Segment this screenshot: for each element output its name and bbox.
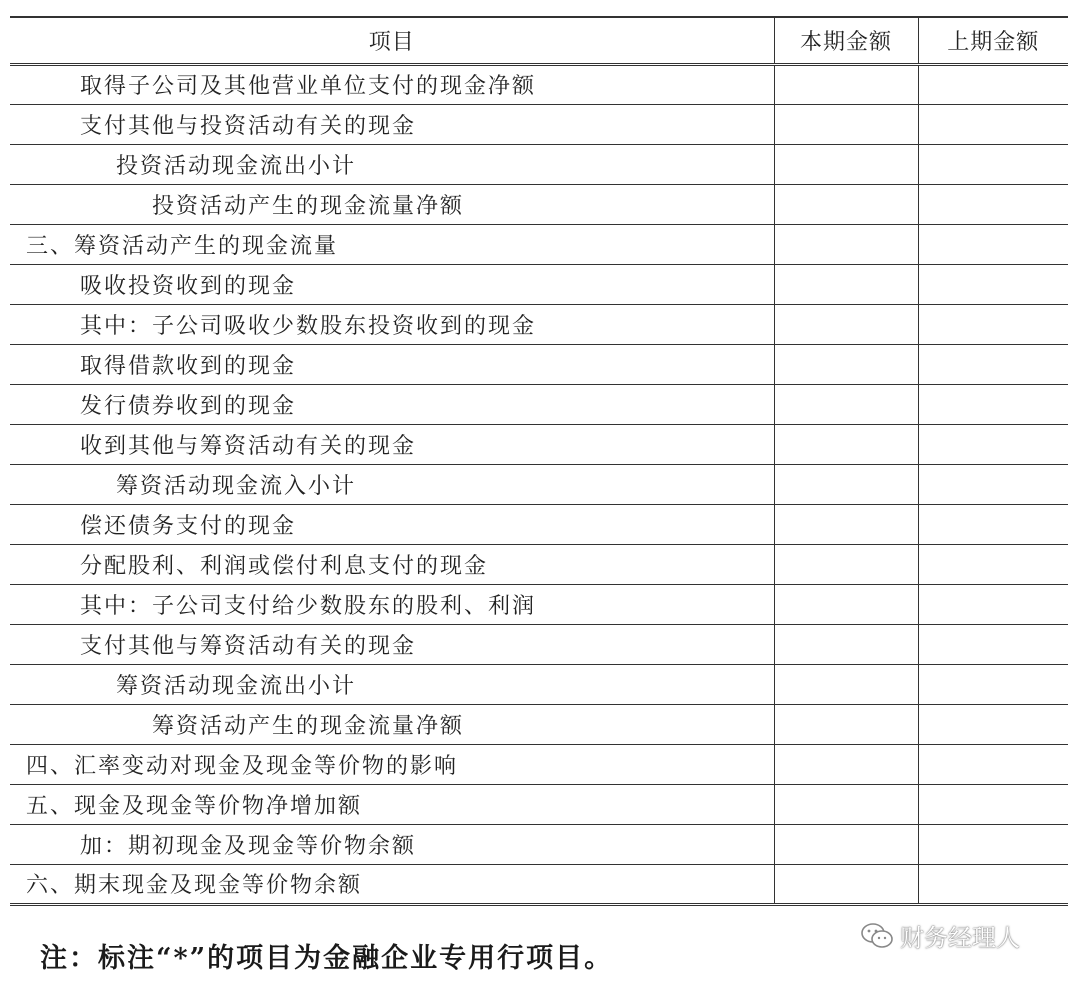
watermark-text: 财务经理人	[900, 924, 1020, 952]
row-item-label	[10, 104, 774, 144]
row-previous-amount	[918, 624, 1068, 664]
table-row	[10, 824, 1068, 864]
row-current-amount	[774, 424, 918, 464]
row-previous-amount	[918, 504, 1068, 544]
row-item-label	[10, 464, 774, 504]
row-item-label	[10, 784, 774, 824]
row-item-text: 分配股利、利润或偿付利息支付的现金	[80, 553, 489, 579]
header-previous-amount: 上期金额	[918, 18, 1068, 64]
row-item-label	[10, 224, 774, 264]
row-current-amount	[774, 664, 918, 704]
row-previous-amount	[918, 864, 1068, 904]
row-item-label	[10, 504, 774, 544]
table-row	[10, 64, 1068, 104]
row-previous-amount	[918, 384, 1068, 424]
row-current-amount	[774, 584, 918, 624]
table-row	[10, 224, 1068, 264]
row-current-amount	[774, 344, 918, 384]
row-item-text: 吸收投资收到的现金	[80, 273, 297, 299]
row-item-text: 发行债券收到的现金	[80, 393, 297, 419]
row-current-amount	[774, 384, 918, 424]
table-row	[10, 784, 1068, 824]
row-current-amount	[774, 64, 918, 104]
table-row	[10, 704, 1068, 744]
row-item-label	[10, 144, 774, 184]
header-current-amount: 本期金额	[774, 18, 918, 64]
table-row	[10, 384, 1068, 424]
row-item-text: 收到其他与筹资活动有关的现金	[80, 433, 417, 459]
table-row	[10, 144, 1068, 184]
row-previous-amount	[918, 584, 1068, 624]
row-current-amount	[774, 624, 918, 664]
table-row	[10, 424, 1068, 464]
header-item: 项目	[10, 18, 774, 64]
footnote: 注：标注“*”的项目为金融企业专用行项目。	[40, 943, 614, 974]
row-item-label	[10, 824, 774, 864]
row-previous-amount	[918, 144, 1068, 184]
row-item-label	[10, 184, 774, 224]
table-row	[10, 624, 1068, 664]
table-row	[10, 584, 1068, 624]
row-previous-amount	[918, 304, 1068, 344]
row-current-amount	[774, 824, 918, 864]
watermark	[860, 918, 1020, 953]
table-row	[10, 344, 1068, 384]
wechat-icon	[860, 922, 894, 950]
row-item-label	[10, 544, 774, 584]
row-current-amount	[774, 264, 918, 304]
row-item-text: 四、汇率变动对现金及现金等价物的影响	[26, 753, 459, 779]
row-previous-amount	[918, 344, 1068, 384]
row-current-amount	[774, 104, 918, 144]
row-item-label	[10, 584, 774, 624]
row-item-text: 其中：子公司吸收少数股东投资收到的现金	[80, 313, 537, 339]
table-row	[10, 744, 1068, 784]
table-row	[10, 664, 1068, 704]
row-current-amount	[774, 184, 918, 224]
row-item-text: 取得子公司及其他营业单位支付的现金净额	[80, 74, 537, 99]
row-item-text: 三、筹资活动产生的现金流量	[26, 233, 339, 259]
row-previous-amount	[918, 664, 1068, 704]
table-row	[10, 184, 1068, 224]
row-item-label	[10, 864, 774, 904]
row-current-amount	[774, 704, 918, 744]
row-current-amount	[774, 784, 918, 824]
table-row	[10, 304, 1068, 344]
row-current-amount	[774, 864, 918, 904]
row-current-amount	[774, 544, 918, 584]
row-previous-amount	[918, 264, 1068, 304]
row-item-text: 偿还债务支付的现金	[80, 513, 297, 539]
table-row	[10, 544, 1068, 584]
row-item-label	[10, 304, 774, 344]
cash-flow-statement	[10, 16, 1068, 906]
row-item-text: 取得借款收到的现金	[80, 353, 297, 379]
row-current-amount	[774, 464, 918, 504]
row-item-label	[10, 704, 774, 744]
row-previous-amount	[918, 464, 1068, 504]
row-item-label	[10, 664, 774, 704]
row-previous-amount	[918, 744, 1068, 784]
row-previous-amount	[918, 784, 1068, 824]
row-item-text: 支付其他与筹资活动有关的现金	[80, 633, 417, 659]
row-item-text: 五、现金及现金等价物净增加额	[26, 793, 363, 819]
row-item-text: 其中：子公司支付给少数股东的股利、利润	[80, 593, 537, 619]
row-item-label	[10, 344, 774, 384]
row-item-label	[10, 64, 774, 104]
row-previous-amount	[918, 104, 1068, 144]
row-current-amount	[774, 144, 918, 184]
row-current-amount	[774, 224, 918, 264]
row-previous-amount	[918, 704, 1068, 744]
cash-flow-table	[10, 18, 1068, 906]
row-item-text: 支付其他与投资活动有关的现金	[80, 113, 417, 139]
row-item-text: 投资活动产生的现金流量净额	[152, 193, 465, 219]
row-item-text: 加：期初现金及现金等价物余额	[80, 833, 417, 859]
row-item-label	[10, 424, 774, 464]
table-row	[10, 864, 1068, 904]
row-current-amount	[774, 504, 918, 544]
table-row	[10, 264, 1068, 304]
table-row	[10, 504, 1068, 544]
row-item-label	[10, 744, 774, 784]
row-previous-amount	[918, 424, 1068, 464]
row-previous-amount	[918, 824, 1068, 864]
row-item-label	[10, 264, 774, 304]
row-item-label	[10, 384, 774, 424]
row-item-label	[10, 624, 774, 664]
row-item-text: 六、期末现金及现金等价物余额	[26, 873, 363, 898]
row-current-amount	[774, 304, 918, 344]
row-item-text: 筹资活动现金流出小计	[116, 673, 357, 699]
row-item-text: 筹资活动产生的现金流量净额	[152, 713, 465, 739]
row-item-text: 筹资活动现金流入小计	[116, 473, 357, 499]
table-body	[10, 64, 1068, 904]
row-previous-amount	[918, 544, 1068, 584]
row-previous-amount	[918, 224, 1068, 264]
row-current-amount	[774, 744, 918, 784]
header-row	[10, 18, 1068, 64]
row-item-text: 投资活动现金流出小计	[116, 153, 357, 179]
row-previous-amount	[918, 184, 1068, 224]
row-previous-amount	[918, 64, 1068, 104]
table-row	[10, 464, 1068, 504]
table-row	[10, 104, 1068, 144]
